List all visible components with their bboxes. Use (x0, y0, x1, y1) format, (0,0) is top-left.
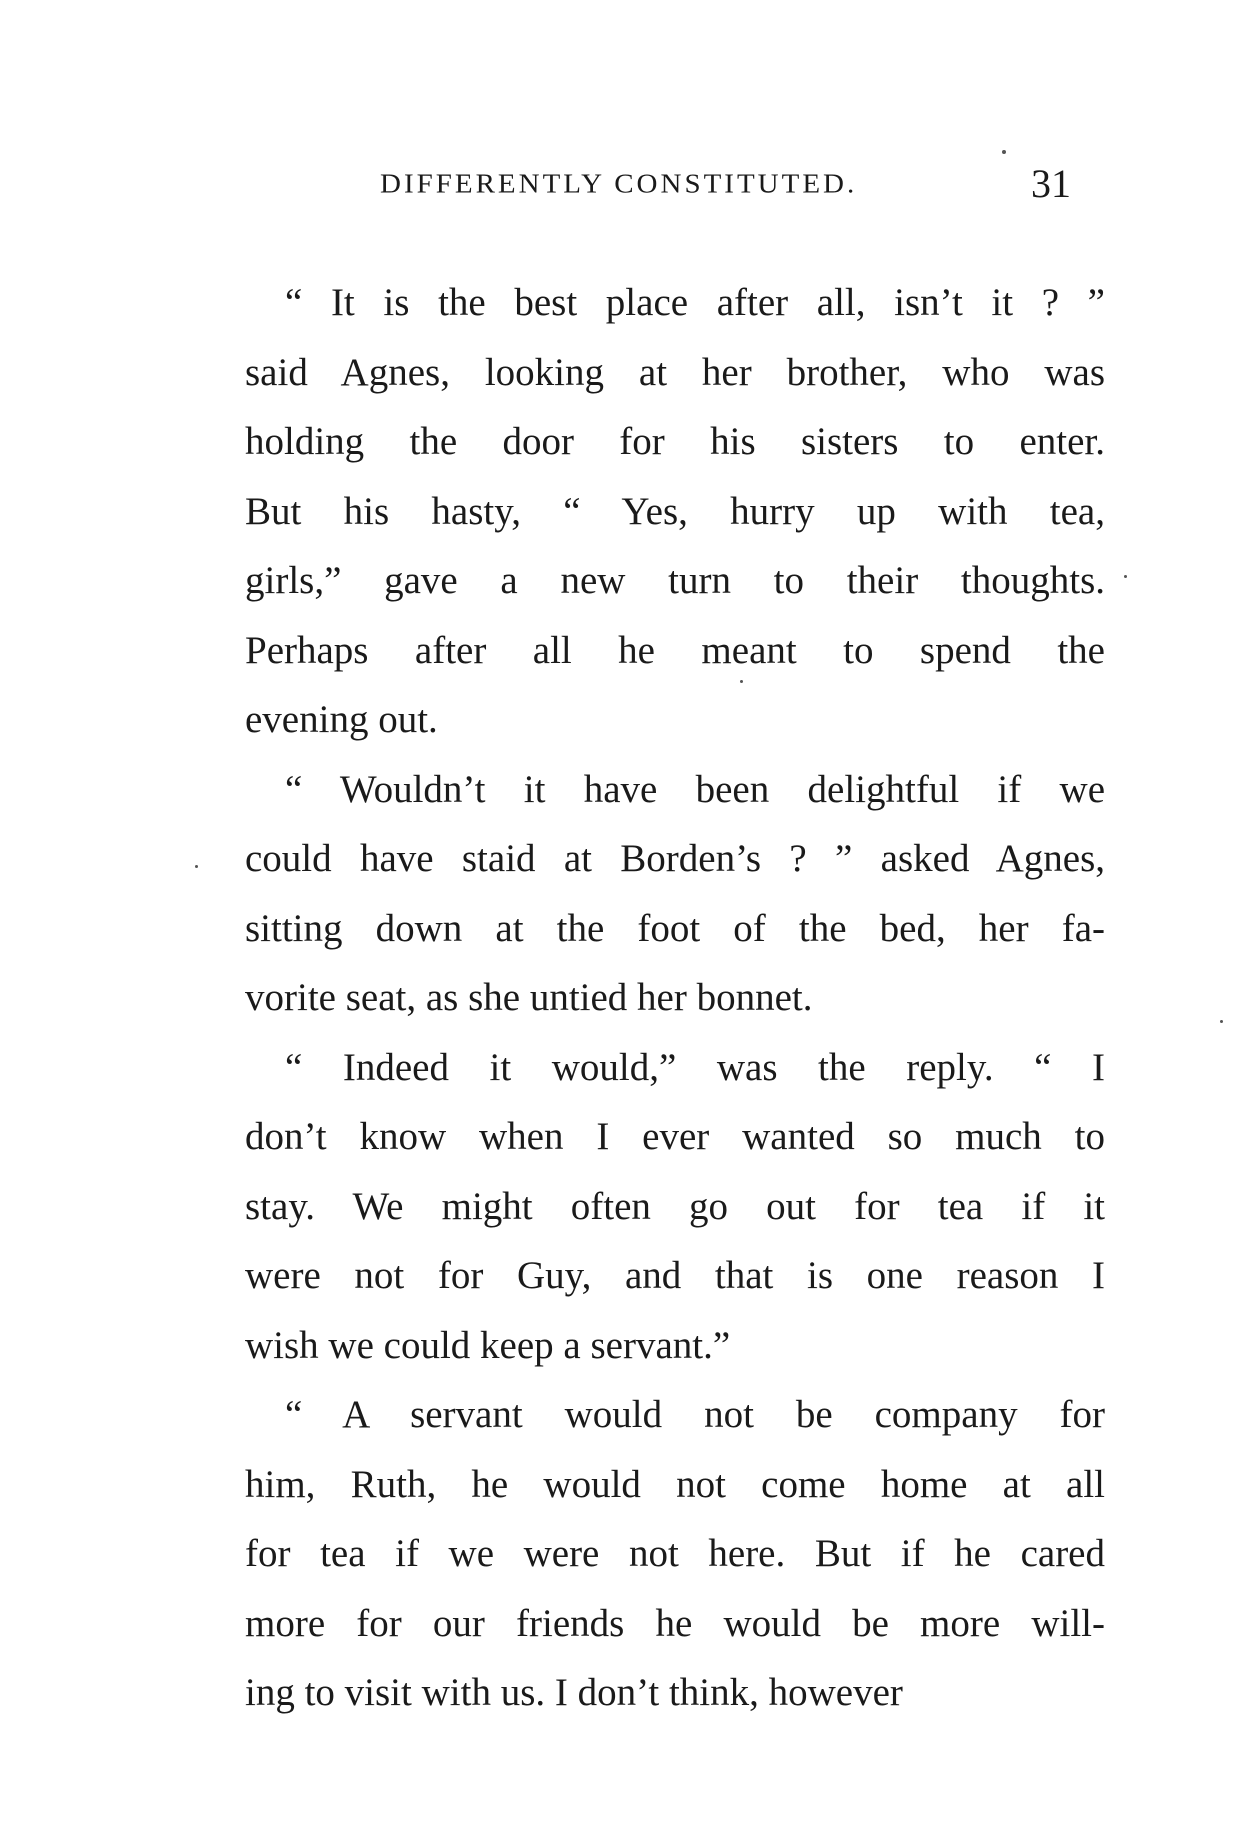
running-title: DIFFERENTLY CONSTITUTED. (380, 168, 858, 200)
text-line: But his hasty, “ Yes, hurry up with tea, (245, 489, 1105, 533)
text-line: him, Ruth, he would not come home at all (245, 1462, 1105, 1506)
paper-speck (1124, 575, 1127, 578)
text-line: “ Wouldn’t it have been delightful if we (285, 767, 1105, 811)
text-line: vorite seat, as she untied her bonnet. (245, 976, 813, 1019)
text-line: more for our friends he would be more will- (245, 1601, 1105, 1645)
text-line: “ Indeed it would,” was the reply. “ I (285, 1045, 1105, 1089)
text-line: for tea if we were not here. But if he cared (245, 1532, 1105, 1575)
text-line: stay. We might often go out for tea if it (245, 1184, 1105, 1228)
paper-speck (1220, 1020, 1223, 1023)
text-line: ing to visit with us. I don’t think, however (245, 1671, 903, 1714)
text-line: “ It is the best place after all, isn’t it ? ” (285, 281, 1105, 324)
text-line: don’t know when I ever wanted so much to (245, 1115, 1105, 1158)
text-line: wish we could keep a servant.” (245, 1323, 731, 1367)
text-line: Perhaps after all he meant to spend the (245, 628, 1105, 672)
paper-speck (740, 680, 743, 683)
text-line: evening out. (245, 698, 438, 741)
text-line: holding the door for his sisters to enter. (245, 420, 1105, 463)
text-line: were not for Guy, and that is one reason I (245, 1254, 1105, 1297)
text-line: said Agnes, looking at her brother, who was (245, 350, 1105, 394)
text-line: “ A servant would not be company for (285, 1393, 1105, 1436)
text-line: girls,” gave a new turn to their thoughts. (245, 559, 1105, 602)
body-text (245, 268, 1105, 1728)
text-line: sitting down at the foot of the bed, her fa- (245, 906, 1105, 950)
paper-speck (1002, 150, 1006, 154)
text-line: could have staid at Borden’s ? ” asked Agnes, (245, 837, 1105, 880)
page-number: 31 (1031, 161, 1071, 206)
paper-speck (195, 865, 198, 868)
